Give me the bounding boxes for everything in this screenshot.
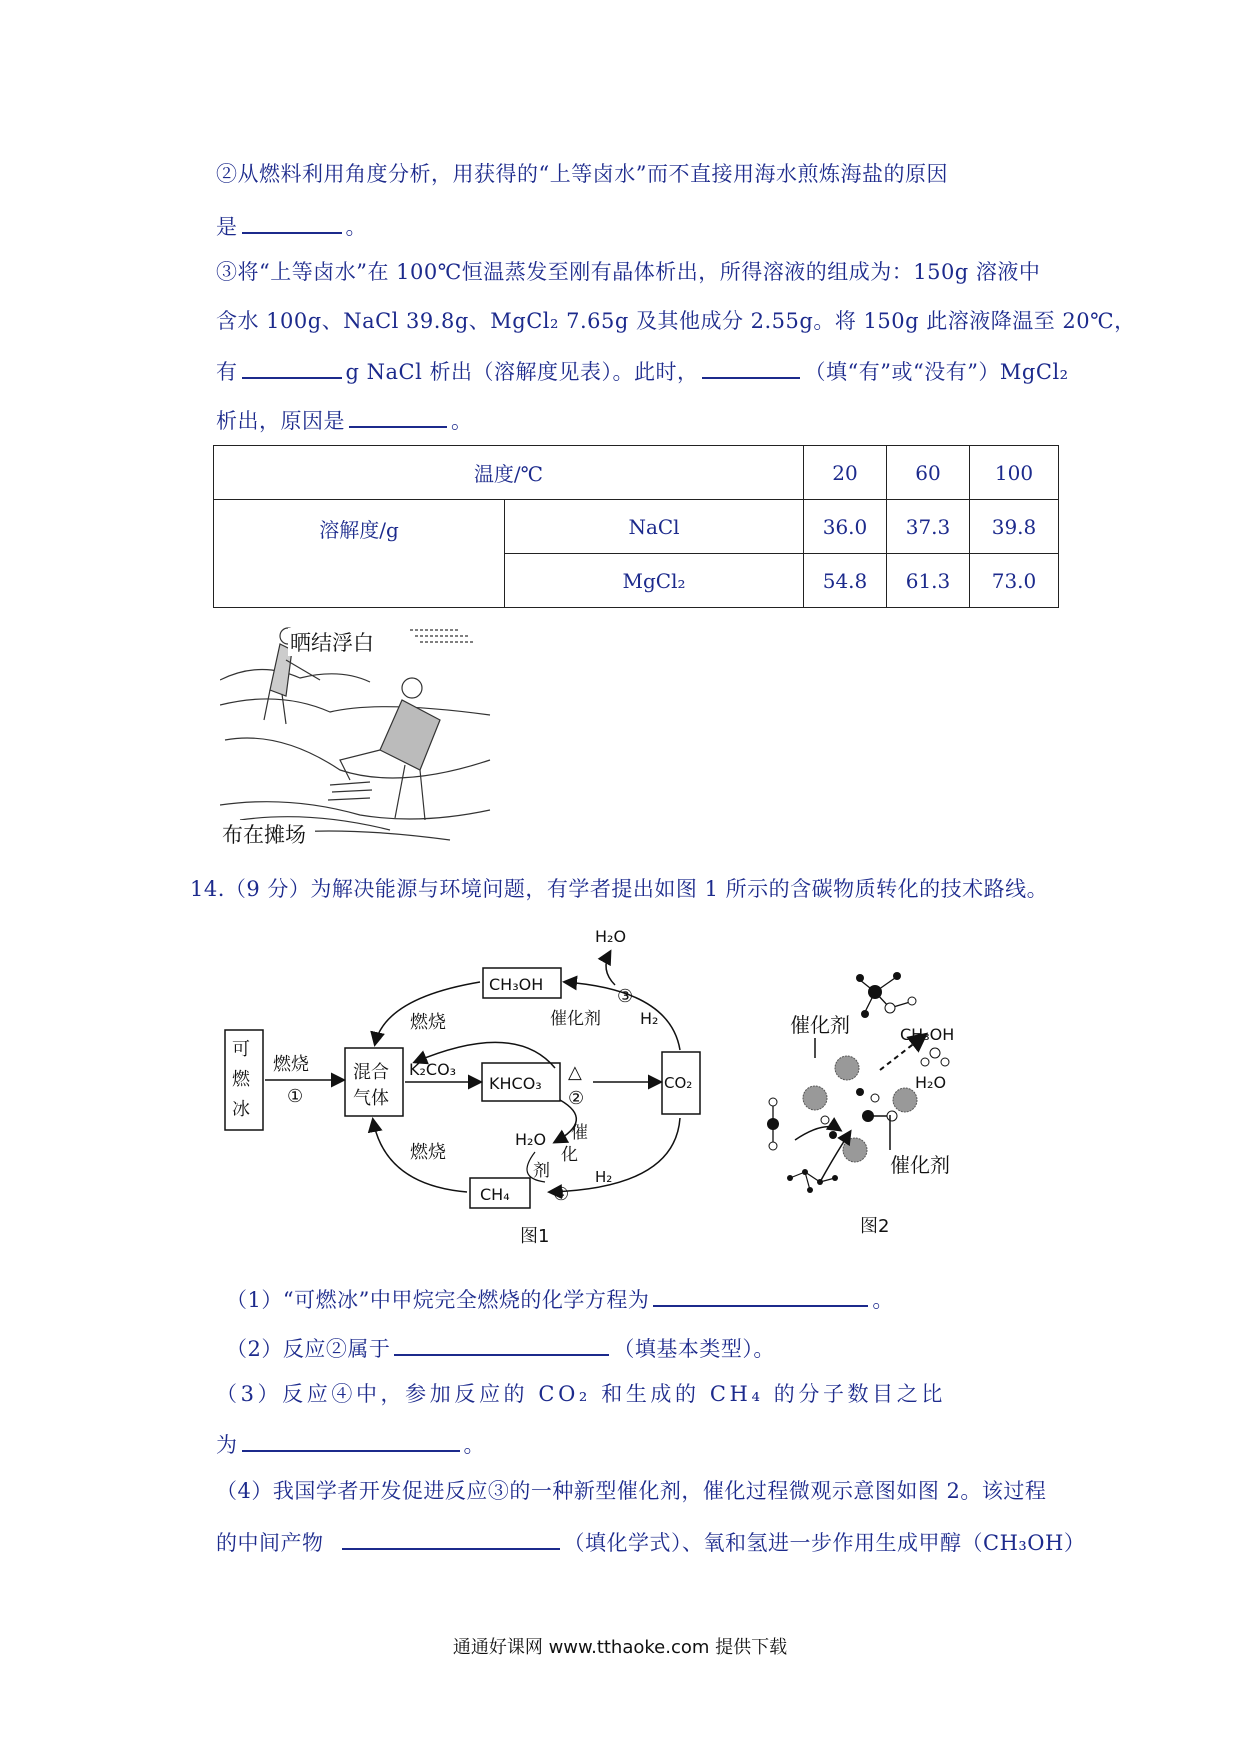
catalyst-char: 剂 bbox=[533, 1161, 550, 1181]
ch3oh-label: CH₃OH bbox=[489, 975, 544, 994]
nacl-value: 37.3 bbox=[887, 500, 970, 554]
salt-making-illustration bbox=[220, 620, 495, 850]
q14-part3-line1: （3）反应④中，参加反应的 CO₂ 和生成的 CH₄ 的分子数目之比 bbox=[216, 1382, 946, 1406]
temp-cell: 100 bbox=[970, 446, 1059, 500]
figure-1-caption: 图1 bbox=[520, 1226, 550, 1247]
answer-blank[interactable] bbox=[653, 1283, 868, 1307]
catalyst-char: 催 bbox=[571, 1123, 588, 1143]
figure-2-caption: 图2 bbox=[860, 1216, 890, 1237]
mgcl2-value: 73.0 bbox=[970, 554, 1059, 608]
ch4-label: CH₄ bbox=[480, 1185, 510, 1204]
woodcut-drawing bbox=[220, 628, 490, 840]
h2-top-label: H₂ bbox=[640, 1009, 659, 1028]
answer-blank[interactable] bbox=[242, 1428, 460, 1452]
catalyst-label-1: 催化剂 bbox=[790, 1013, 850, 1037]
q14-part4-line2: 的中间产物 （填化学式）、氧和氢进一步作用生成甲醇（CH₃OH） bbox=[216, 1526, 1085, 1557]
nacl-label: NaCl bbox=[505, 500, 804, 554]
temp-header: 温度/℃ bbox=[214, 446, 804, 500]
answer-blank[interactable] bbox=[242, 210, 342, 234]
heat-symbol: △ bbox=[568, 1062, 582, 1083]
catalyst-char: 化 bbox=[561, 1145, 578, 1165]
catalyst-label-2: 催化剂 bbox=[890, 1153, 950, 1177]
temp-cell: 20 bbox=[804, 446, 887, 500]
figure-1-diagram bbox=[215, 920, 725, 1250]
temp-cell: 60 bbox=[887, 446, 970, 500]
caption-bottom: 布在摊场 bbox=[222, 823, 306, 847]
footer-credit: 通通好课网 www.tthaoke.com 提供下载 bbox=[452, 1637, 788, 1658]
q14-intro: 14.（9 分）为解决能源与环境问题，有学者提出如图 1 所示的含碳物质转化的技术路线。 bbox=[190, 877, 1049, 901]
q14-part3-line2: 为 。 bbox=[216, 1428, 485, 1459]
ice-char: 可 bbox=[232, 1039, 250, 1060]
answer-blank[interactable] bbox=[702, 355, 800, 379]
burn-label: 燃烧 bbox=[273, 1054, 309, 1075]
ice-char: 冰 bbox=[232, 1099, 250, 1120]
khco3-label: KHCO₃ bbox=[489, 1074, 542, 1093]
q13-p3-line2: 含水 100g、NaCl 39.8g、MgCl₂ 7.65g 及其他成分 2.55g。将 150g 此溶液降温至 20℃， bbox=[216, 309, 1136, 333]
mix-label: 混合 bbox=[353, 1062, 389, 1083]
step-2: ② bbox=[568, 1088, 585, 1109]
mix-label: 气体 bbox=[353, 1088, 389, 1109]
q13-p2-line2: 是 。 bbox=[216, 210, 367, 241]
burn-label: 燃烧 bbox=[410, 1012, 446, 1033]
caption-top: 晒结浮白 bbox=[290, 631, 374, 655]
step-1: ① bbox=[287, 1086, 304, 1107]
solubility-table bbox=[213, 445, 1059, 608]
answer-blank[interactable] bbox=[394, 1332, 609, 1356]
burn-label: 燃烧 bbox=[410, 1142, 446, 1163]
mgcl2-label: MgCl₂ bbox=[505, 554, 804, 608]
q14-part2: （2）反应②属于 （填基本类型）。 bbox=[226, 1332, 775, 1363]
solubility-header: 溶解度/g bbox=[214, 500, 505, 608]
mgcl2-value: 54.8 bbox=[804, 554, 887, 608]
ch3oh-label: CH₃OH bbox=[900, 1025, 955, 1044]
figure-2-diagram bbox=[765, 920, 1005, 1250]
answer-blank[interactable] bbox=[242, 355, 342, 379]
h2o-mid-label: H₂O bbox=[515, 1130, 547, 1149]
step-3: ③ bbox=[617, 986, 634, 1007]
mgcl2-value: 61.3 bbox=[887, 554, 970, 608]
answer-blank[interactable] bbox=[349, 404, 447, 428]
nacl-value: 36.0 bbox=[804, 500, 887, 554]
ice-char: 燃 bbox=[232, 1069, 250, 1090]
answer-blank[interactable] bbox=[342, 1526, 560, 1550]
k2co3-label: K₂CO₃ bbox=[409, 1060, 457, 1079]
nacl-value: 39.8 bbox=[970, 500, 1059, 554]
h2o-label: H₂O bbox=[915, 1073, 947, 1092]
q14-part4-line1: （4）我国学者开发促进反应③的一种新型催化剂，催化过程微观示意图如图 2。该过程 bbox=[216, 1479, 1047, 1503]
step-4: ④ bbox=[553, 1184, 570, 1205]
h2-bottom-label: H₂ bbox=[595, 1168, 613, 1186]
q13-p3-line3: 有 g NaCl 析出（溶解度见表）。此时， （填“有”或“没有”）MgCl₂ bbox=[216, 355, 1069, 386]
q14-part1: （1）“可燃冰”中甲烷完全燃烧的化学方程为 。 bbox=[226, 1283, 894, 1314]
h2o-top-label: H₂O bbox=[595, 927, 627, 946]
co2-label: CO₂ bbox=[664, 1074, 693, 1092]
catalyst-label: 催化剂 bbox=[550, 1009, 601, 1029]
q13-p3-line1: ③将“上等卤水”在 100℃恒温蒸发至刚有晶体析出，所得溶液的组成为：150g 溶液中 bbox=[216, 260, 1041, 284]
q13-p2-line1: ②从燃料利用角度分析，用获得的“上等卤水”而不直接用海水煎炼海盐的原因 bbox=[216, 162, 948, 186]
q13-p3-line4: 析出，原因是 。 bbox=[216, 404, 473, 435]
